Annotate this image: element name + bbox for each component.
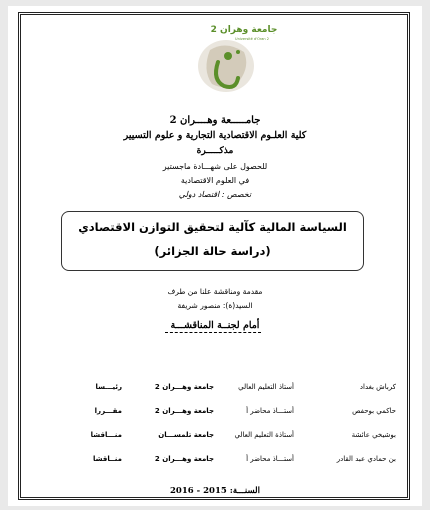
specialty-label: تخصص : اقتصاد دولي	[178, 190, 252, 199]
jury-title-underline	[165, 332, 261, 333]
thesis-subtitle: (دراسة حالة الجزائر)	[154, 244, 271, 258]
jury-institution: جامعة وهـــران 2	[154, 407, 214, 415]
jury-name: كرباش بغداد	[359, 383, 396, 391]
jury-rank: أستـــاذ محاضر أ	[246, 455, 294, 463]
faculty-name: كلية العلـوم الاقتصادية التجارية و علوم التسيير	[123, 130, 307, 141]
jury-name: بن حمادي عبد القادر	[336, 455, 396, 463]
jury-title: أمام لجنــة المناقشـــة	[170, 320, 260, 331]
university-logo-icon	[188, 18, 278, 113]
student-name: السيد(ة): منصور شريفة	[177, 301, 253, 310]
logo-subtitle: Université d'Oran 2	[235, 37, 269, 41]
jury-role: منـــاقشا	[90, 431, 122, 439]
jury-row	[26, 431, 404, 445]
jury-role: مقـــررا	[94, 407, 122, 415]
jury-row	[26, 383, 404, 397]
presented-by: مقدمة ومناقشة علنا من طرف	[167, 287, 263, 296]
jury-role: منــاقشا	[93, 455, 122, 463]
university-name: جامـــــعة وهــــران 2	[169, 115, 261, 126]
jury-role: رئيـــسا	[95, 383, 122, 391]
jury-rank: أستـــاذ محاضر أ	[246, 407, 294, 415]
jury-name: حاكمي بوحفص	[352, 407, 396, 415]
academic-year: السنـــة: 2015 - 2016	[169, 486, 261, 496]
jury-rank: أستاذة التعليم العالي	[234, 431, 294, 439]
jury-institution: جامعة تلمســـان	[158, 431, 214, 439]
degree-label: للحصول على شهـــادة ماجستير	[162, 162, 268, 171]
jury-institution: جامعة وهـــران 2	[154, 383, 214, 391]
jury-name: بوشيخي عائشة	[351, 431, 396, 439]
logo-title: جامعة وهران 2	[210, 25, 278, 35]
jury-row	[26, 407, 404, 421]
thesis-title: السياسة المالية كآلية لتحقيق التوازن الاقتصادي	[78, 220, 347, 234]
thesis-title-box	[61, 211, 364, 271]
document-page	[8, 6, 422, 506]
field-label: في العلوم الاقتصادية	[180, 176, 250, 185]
jury-institution: جامعة وهـــران 2	[154, 455, 214, 463]
jury-rank: أستاذ التعليم العالي	[238, 383, 294, 391]
jury-row	[26, 455, 404, 469]
memo-label: مذكـــــرة	[196, 146, 234, 156]
